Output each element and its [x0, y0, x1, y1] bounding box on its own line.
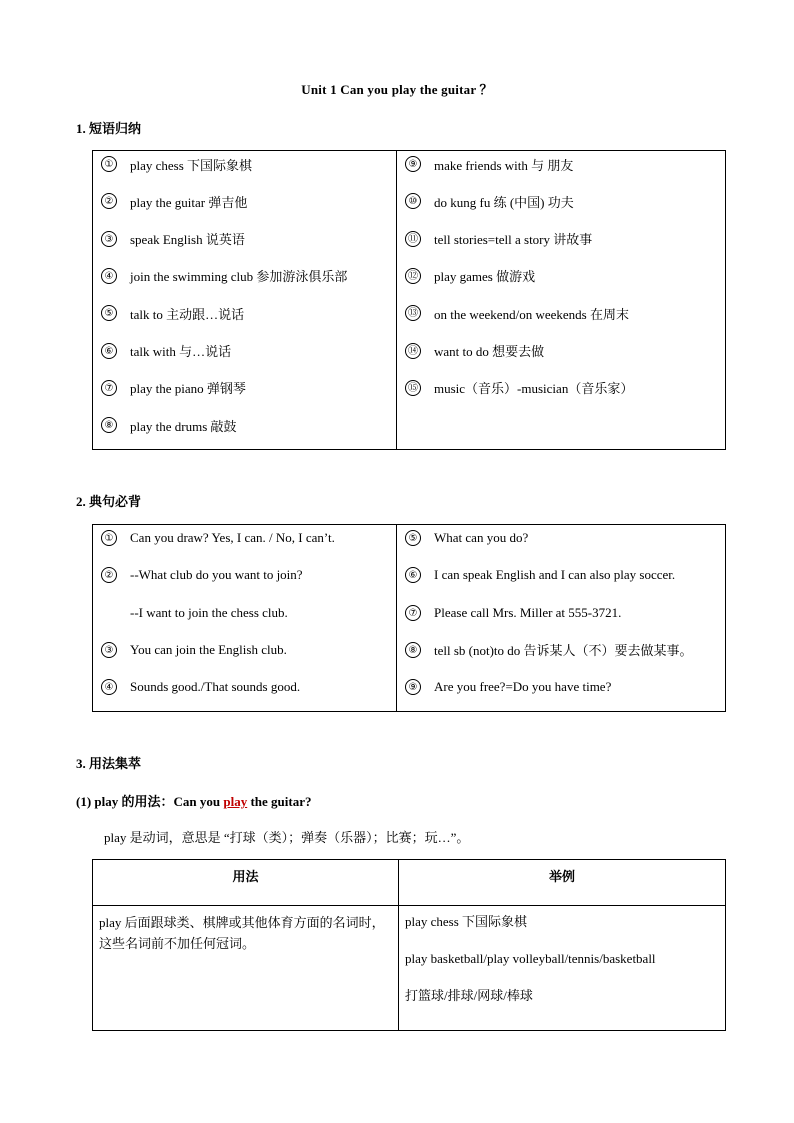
item-number: ⑫ — [405, 268, 421, 284]
example-cell — [399, 906, 726, 1031]
item-number: ⑨ — [405, 156, 421, 172]
item-text: talk to 主动跟…说话 — [130, 306, 245, 322]
example-line: play chess 下国际象棋 — [405, 914, 528, 929]
sentence-item — [405, 640, 693, 660]
item-text: play the piano 弹钢琴 — [130, 381, 246, 397]
item-number: ⑦ — [101, 380, 117, 396]
sentence-item — [101, 640, 287, 660]
item-text: You can join the English club. — [130, 641, 287, 657]
item-text: play the drums 敲鼓 — [130, 418, 237, 434]
item-text: --I want to join the chess club. — [130, 604, 288, 620]
item-text: play the guitar 弹吉他 — [130, 194, 248, 210]
sentence-item — [101, 677, 300, 697]
sub-heading-suffix: the guitar? — [247, 794, 312, 809]
item-number: ① — [101, 530, 117, 546]
item-number: ③ — [101, 642, 117, 658]
section-heading-phrases: 1. 短语归纳 — [76, 121, 142, 136]
item-number: ⑤ — [405, 530, 421, 546]
phrase-item — [405, 378, 633, 398]
item-text: music（音乐）-musician（音乐家） — [434, 381, 634, 397]
phrase-item — [101, 191, 247, 211]
item-number: ④ — [101, 679, 117, 695]
sentences-left-column — [93, 525, 397, 712]
item-number: ① — [101, 156, 117, 172]
item-number: ⑧ — [101, 417, 117, 433]
item-number: ⑥ — [101, 343, 117, 359]
sentences-right-column — [397, 525, 726, 712]
sentence-item — [405, 565, 675, 585]
sentence-item — [405, 528, 528, 548]
item-number: ⑩ — [405, 193, 421, 209]
item-text: play games 做游戏 — [434, 269, 536, 285]
item-text: tell sb (not)to do 告诉某人（不）要去做某事。 — [434, 643, 693, 659]
item-text: want to do 想要去做 — [434, 344, 545, 359]
item-text: I can speak English and I can also play soccer. — [434, 567, 676, 583]
item-number: ⑤ — [101, 305, 117, 321]
item-text: play chess 下国际象棋 — [130, 157, 253, 173]
item-text: join the swimming club 参加游泳俱乐部 — [130, 269, 348, 285]
usage-header: 用法 — [93, 860, 399, 906]
item-text: tell stories=tell a story 讲故事 — [434, 232, 593, 248]
phrase-item — [101, 266, 347, 286]
item-text: on the weekend/on weekends 在周末 — [434, 306, 629, 322]
phrase-item — [101, 341, 231, 361]
item-number: ⑮ — [405, 380, 421, 396]
item-text: Please call Mrs. Miller at 555-3721. — [434, 604, 622, 620]
sentence-item — [101, 603, 288, 623]
item-text: make friends with 与 朋友 — [434, 157, 574, 173]
usage-cell: play 后面跟球类、棋牌或其他体育方面的名词时，这些名词前不加任何冠词。 — [93, 906, 399, 1031]
example-line: 打篮球/排球/网球/棒球 — [405, 988, 533, 1003]
section-heading-sentences: 2. 典句必背 — [76, 494, 142, 509]
usage-table — [92, 859, 726, 1031]
item-text: What can you do? — [434, 530, 529, 545]
phrase-item — [101, 154, 252, 174]
item-number: ⑪ — [405, 231, 421, 247]
phrases-right-column — [397, 151, 726, 450]
item-number: ⑧ — [405, 642, 421, 658]
item-text: talk with 与…说话 — [130, 344, 232, 359]
phrase-item — [405, 154, 573, 174]
phrase-item — [101, 229, 245, 249]
item-text: Sounds good./That sounds good. — [130, 679, 301, 695]
item-number: ④ — [101, 268, 117, 284]
phrase-item — [405, 229, 592, 249]
item-text: do kung fu 练 (中国) 功夫 — [434, 194, 574, 210]
item-number: ⑬ — [405, 305, 421, 321]
example-line: play basketball/play volleyball/tennis/basketball — [405, 951, 656, 966]
phrases-table — [92, 150, 726, 450]
sentence-item — [101, 528, 335, 548]
item-number: ② — [101, 567, 117, 583]
item-number: ⑥ — [405, 567, 421, 583]
phrase-item — [101, 303, 244, 323]
item-number: ③ — [101, 231, 117, 247]
phrase-item — [405, 341, 544, 361]
item-text: --What club do you want to join? — [130, 567, 303, 583]
item-number: ⑨ — [405, 679, 421, 695]
phrase-item — [405, 191, 574, 211]
example-header: 举例 — [399, 860, 726, 906]
item-text: speak English 说英语 — [130, 232, 245, 248]
sub-heading-highlight: play — [223, 794, 248, 809]
sub-heading-prefix: (1) play 的用法：Can you — [76, 794, 224, 809]
item-text: Can you draw? Yes, I can. / No, I can’t. — [130, 530, 335, 545]
sentence-item — [405, 677, 611, 697]
play-definition-note: play 是动词，意思是 “打球（类）；弹奏（乐器）；比赛；玩…”。 — [104, 830, 470, 845]
phrase-item — [101, 378, 246, 398]
sentences-table — [92, 524, 726, 712]
phrase-item — [405, 303, 629, 323]
item-number: ⑭ — [405, 343, 421, 359]
item-number: ② — [101, 193, 117, 209]
item-text: Are you free?=Do you have time? — [434, 679, 612, 695]
sub-heading-play-usage — [76, 791, 311, 810]
section-heading-usage: 3. 用法集萃 — [76, 756, 142, 771]
phrase-item — [405, 266, 535, 286]
phrase-item — [101, 415, 237, 435]
page-title: Unit 1 Can you play the guitar ？ — [301, 82, 493, 97]
sentence-item — [101, 565, 303, 585]
phrases-left-column — [93, 151, 397, 450]
item-number: ⑦ — [405, 605, 421, 621]
sentence-item — [405, 603, 621, 623]
